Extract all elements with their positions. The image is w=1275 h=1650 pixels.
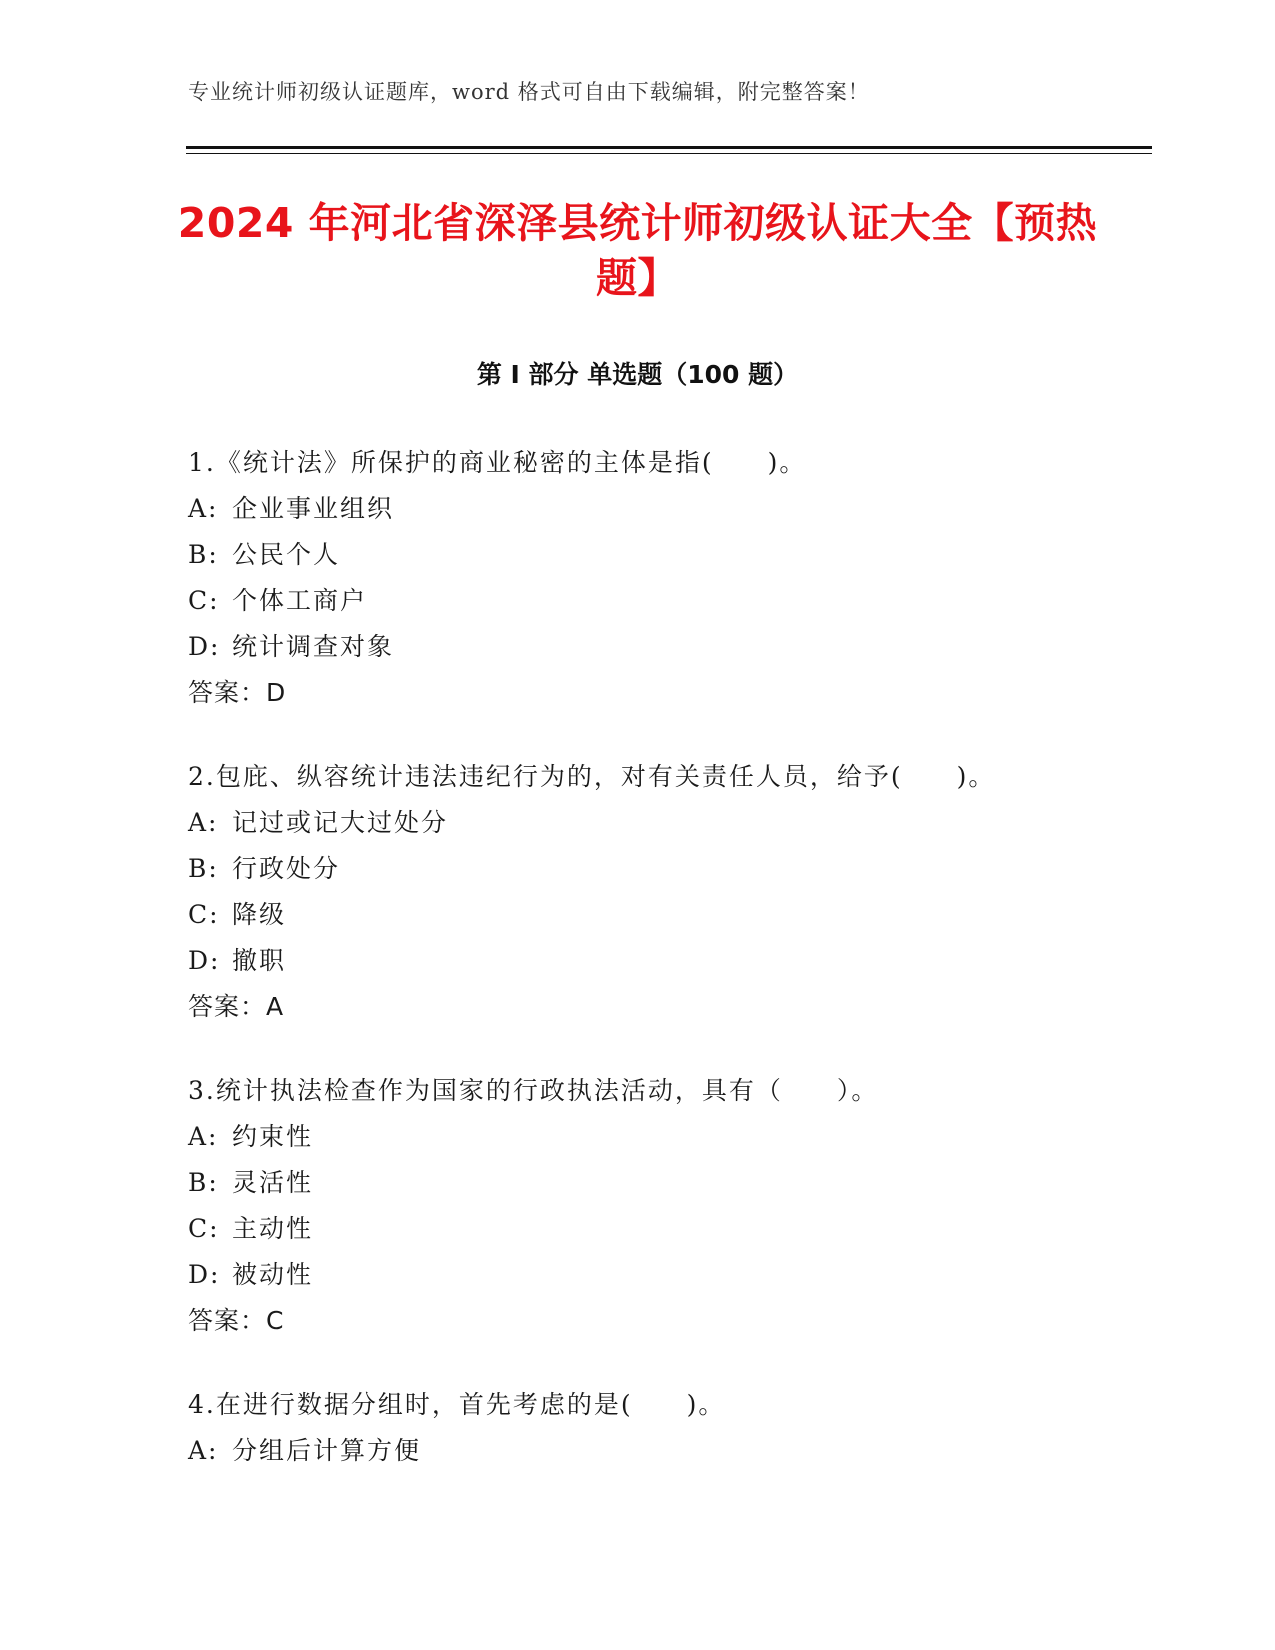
answer-line: 答案：A — [188, 992, 285, 1021]
option-c — [188, 1206, 1148, 1252]
question-list — [188, 440, 1148, 1512]
option-label: B: — [188, 854, 219, 883]
option-text: 降级 — [232, 900, 287, 929]
option-text: 公民个人 — [232, 540, 341, 569]
option-text: 企业事业组织 — [232, 494, 395, 523]
header-rule-thick — [186, 146, 1152, 149]
option-label: A: — [188, 1436, 219, 1465]
question-stem: 1.《统计法》所保护的商业秘密的主体是指( )。 — [188, 448, 807, 477]
question-2 — [188, 754, 1148, 1030]
option-text: 约束性 — [232, 1122, 314, 1151]
option-label: D: — [188, 946, 221, 975]
document-title: 2024 年河北省深泽县统计师初级认证大全【预热题】 — [177, 199, 1098, 302]
option-text: 记过或记大过处分 — [232, 808, 449, 837]
option-label: D: — [188, 632, 221, 661]
option-label: D: — [188, 1260, 221, 1289]
section-title: 第 I 部分 单选题（100 题） — [476, 360, 799, 389]
option-d — [188, 1252, 1148, 1298]
option-label: C: — [188, 900, 220, 929]
option-text: 撤职 — [232, 946, 287, 975]
option-label: A: — [188, 808, 219, 837]
option-b — [188, 846, 1148, 892]
option-label: B: — [188, 540, 219, 569]
option-a — [188, 1114, 1148, 1160]
option-b — [188, 1160, 1148, 1206]
question-stem: 2.包庇、纵容统计违法违纪行为的，对有关责任人员，给予( )。 — [188, 762, 996, 791]
option-c — [188, 578, 1148, 624]
answer-line: 答案：D — [188, 678, 287, 707]
option-c — [188, 892, 1148, 938]
option-a — [188, 800, 1148, 846]
option-label: C: — [188, 586, 220, 615]
answer-line: 答案：C — [188, 1306, 285, 1335]
option-d — [188, 624, 1148, 670]
option-a — [188, 1428, 1148, 1474]
option-text: 分组后计算方便 — [232, 1436, 422, 1465]
option-text: 个体工商户 — [232, 586, 368, 615]
option-label: A: — [188, 1122, 219, 1151]
question-stem: 4.在进行数据分组时，首先考虑的是( )。 — [188, 1390, 726, 1419]
option-text: 主动性 — [232, 1214, 314, 1243]
option-text: 被动性 — [232, 1260, 314, 1289]
option-text: 统计调查对象 — [232, 632, 395, 661]
option-label: C: — [188, 1214, 220, 1243]
option-d — [188, 938, 1148, 984]
header-note: 专业统计师初级认证题库，word 格式可自由下载编辑，附完整答案！ — [188, 80, 870, 104]
option-a — [188, 486, 1148, 532]
option-label: A: — [188, 494, 219, 523]
question-1 — [188, 440, 1148, 716]
question-stem: 3.统计执法检查作为国家的行政执法活动，具有（ ）。 — [188, 1076, 879, 1105]
option-b — [188, 532, 1148, 578]
question-4 — [188, 1382, 1148, 1474]
header-rule-thin — [186, 153, 1152, 154]
question-3 — [188, 1068, 1148, 1344]
option-text: 灵活性 — [232, 1168, 314, 1197]
option-text: 行政处分 — [232, 854, 341, 883]
option-label: B: — [188, 1168, 219, 1197]
